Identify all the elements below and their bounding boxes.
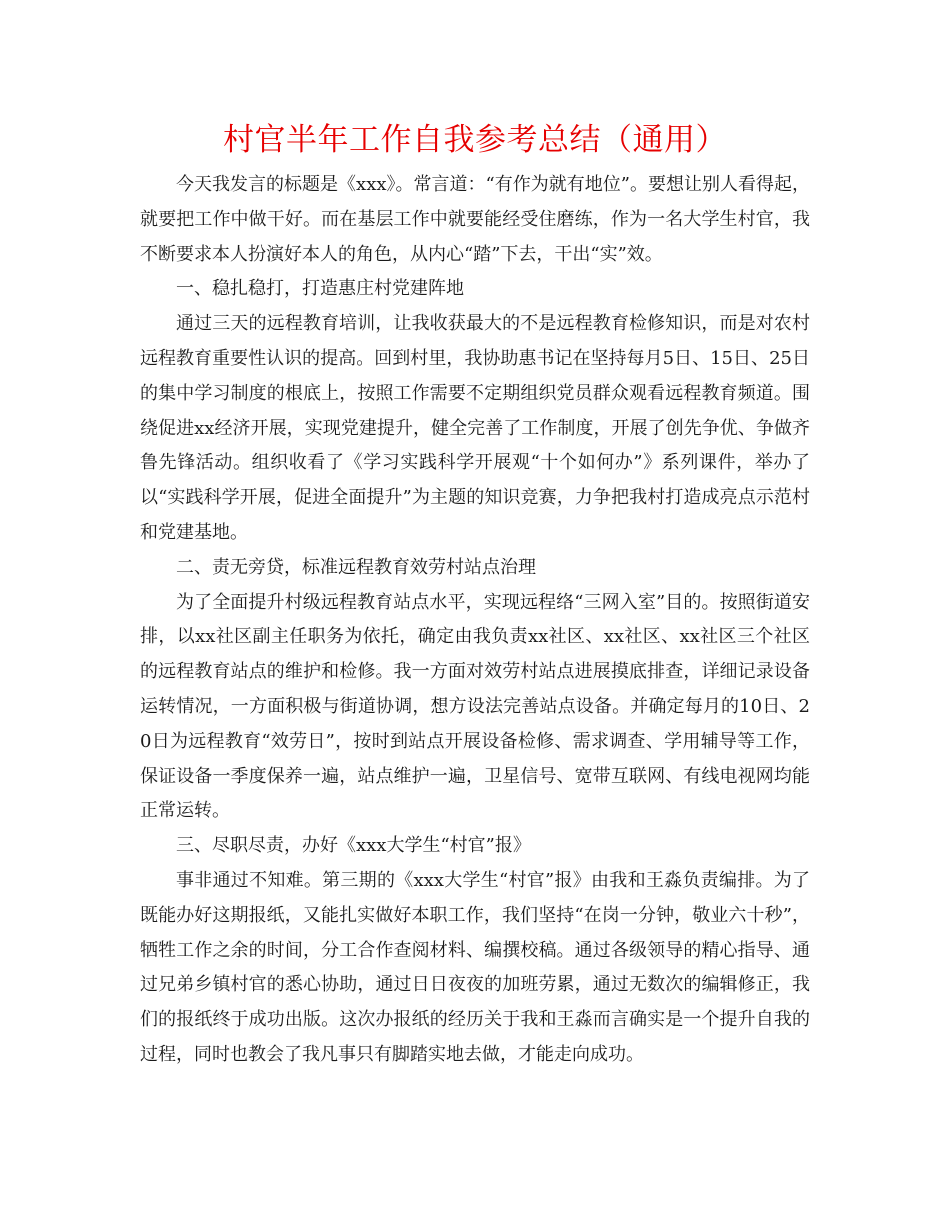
paragraph-section-2: 为了全面提升村级远程教育站点水平，实现远程络“三网入室”目的。按照街道安排，以xx社区副主任职务为依托，确定由我负责xx社区、xx社区、xx社区三个社区的远程教育站点的维护和检修。我一方面对效劳村站点进展摸底排查，详细记录设备运转情况，一方面积极与街道协调，想方设法完善站点设备。并确定每月的10日、20日为远程教育“效劳日”，按时到站点开展设备检修、需求调查、学用辅导等工作，保证设备一季度保养一遍，站点维护一遍，卫星信号、宽带互联网、有线电视网均能正常运转。 <box>140 591 810 822</box>
document-title: 村官半年工作自我参考总结（通用） <box>223 122 727 158</box>
paragraph-section-1: 通过三天的远程教育培训，让我收获最大的不是远程教育检修知识，而是对农村远程教育重要性认识的提高。回到村里，我协助惠书记在坚持每月5日、15日、25日的集中学习制度的根底上，按照工作需要不定期组织党员群众观看远程教育频道。围绕促进xx经济开展，实现党建提升，健全完善了工作制度，开展了创先争优、争做齐鲁先锋活动。组织收看了《学习实践科学开展观“十个如何办”》系列课件，举办了以“实践科学开展，促进全面提升”为主题的知识竞赛，力争把我村打造成亮点示范村和党建基地。 <box>140 313 810 543</box>
document-body <box>140 118 810 1073</box>
section-heading-2: 二、责无旁贷，标准远程教育效劳村站点治理 <box>176 556 536 578</box>
section-heading-1: 一、稳扎稳打，打造惠庄村党建阵地 <box>176 278 464 300</box>
paragraph-intro: 今天我发言的标题是《xxx》。常言道：“有作为就有地位”。要想让别人看得起，就要把工作中做干好。而在基层工作中就要能经受住磨练，作为一名大学生村官，我不断要求本人扮演好本人的角色，从内心“踏”下去，干出“实”效。 <box>140 174 810 265</box>
section-heading-3: 三、尽职尽责，办好《xxx大学生“村官”报》 <box>176 835 531 857</box>
paragraph-section-3: 事非通过不知难。第三期的《xxx大学生“村官”报》由我和王淼负责编排。为了既能办好这期报纸，又能扎实做好本职工作，我们坚持“在岗一分钟，敬业六十秒”，牺牲工作之余的时间，分工合作查阅材料、编撰校稿。通过各级领导的精心指导、通过兄弟乡镇村官的悉心协助，通过日日夜夜的加班劳累，通过无数次的编辑修正，我们的报纸终于成功出版。这次办报纸的经历关于我和王淼而言确实是一个提升自我的过程，同时也教会了我凡事只有脚踏实地去做，才能走向成功。 <box>140 869 810 1065</box>
